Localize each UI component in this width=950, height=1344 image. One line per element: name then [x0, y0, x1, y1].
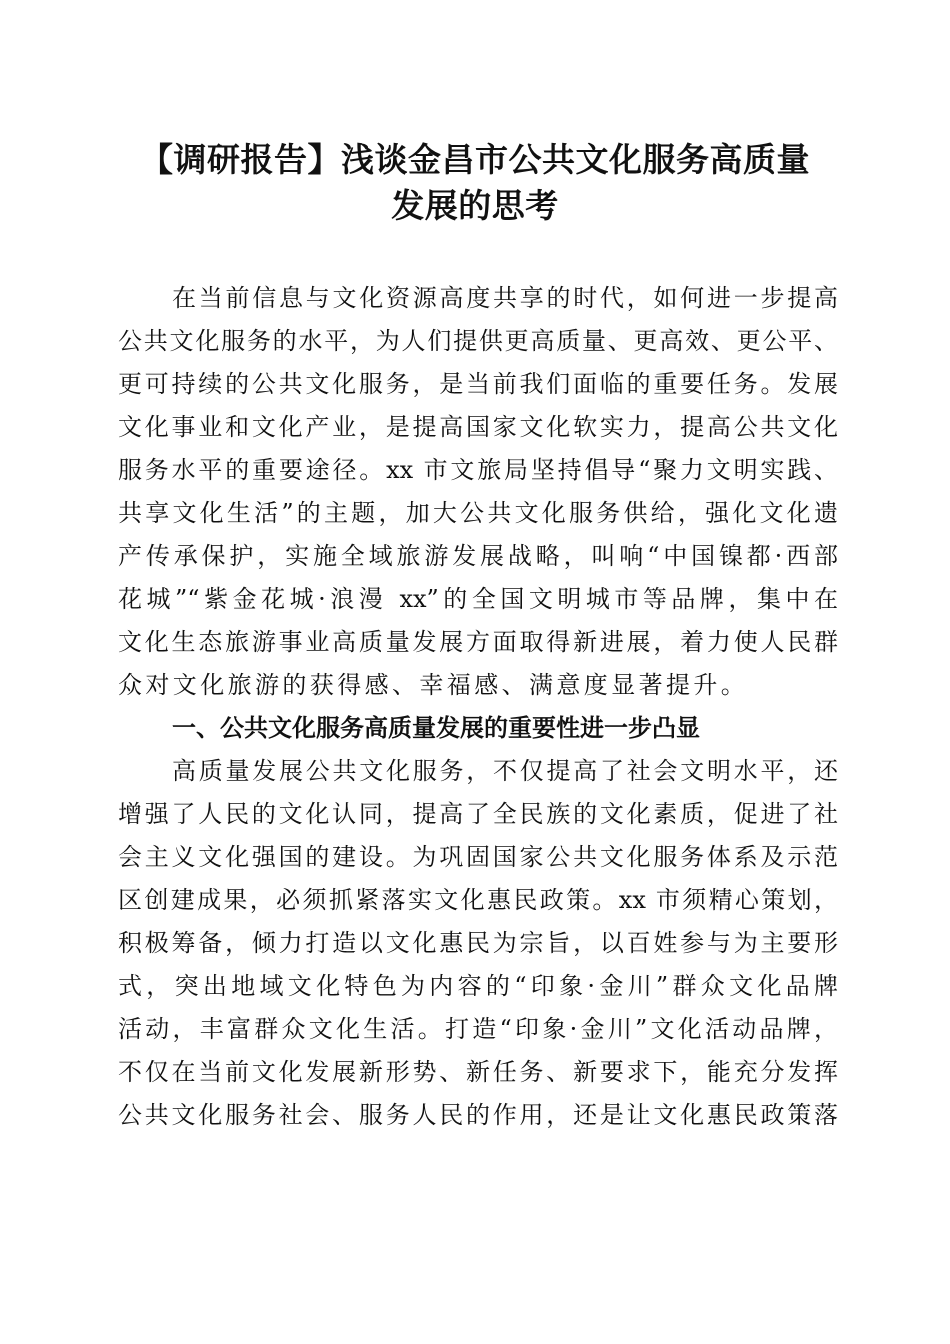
paragraph-2-line: 区创建成果，必须抓紧落实文化惠民政策。xx 市须精心策划，	[118, 886, 838, 914]
paragraph-1-line: 在当前信息与文化资源高度共享的时代，如何进一步提高	[172, 284, 838, 312]
paragraph-2-line: 会主义文化强国的建设。为巩固国家公共文化服务体系及示范	[118, 843, 838, 871]
section-heading-1: 一、公共文化服务高质量发展的重要性进一步凸显	[172, 714, 700, 742]
paragraph-1-line: 花城”“紫金花城·浪漫 xx”的全国文明城市等品牌，集中在	[118, 585, 838, 613]
paragraph-2-line: 式，突出地域文化特色为内容的“印象·金川”群众文化品牌	[118, 972, 838, 1000]
document-title-line-2: 发展的思考	[391, 186, 559, 225]
paragraph-1-line: 更可持续的公共文化服务，是当前我们面临的重要任务。发展	[118, 370, 838, 398]
paragraph-2-line: 高质量发展公共文化服务，不仅提高了社会文明水平，还	[172, 757, 838, 785]
paragraph-1-line: 众对文化旅游的获得感、幸福感、满意度显著提升。	[118, 671, 749, 699]
paragraph-1-line: 产传承保护，实施全域旅游发展战略，叫响“中国镍都·西部	[118, 542, 838, 570]
paragraph-2-line: 活动，丰富群众文化生活。打造“印象·金川”文化活动品牌，	[118, 1015, 838, 1043]
paragraph-2-line: 不仅在当前文化发展新形势、新任务、新要求下，能充分发挥	[118, 1058, 838, 1086]
paragraph-1-line: 共享文化生活”的主题，加大公共文化服务供给，强化文化遗	[118, 499, 838, 527]
paragraph-2-line: 公共文化服务社会、服务人民的作用，还是让文化惠民政策落	[118, 1101, 838, 1129]
paragraph-1-line: 服务水平的重要途径。xx 市文旅局坚持倡导“聚力文明实践、	[118, 456, 838, 484]
paragraph-1-line: 文化生态旅游事业高质量发展方面取得新进展，着力使人民群	[118, 628, 838, 656]
paragraph-2-line: 积极筹备，倾力打造以文化惠民为宗旨，以百姓参与为主要形	[118, 929, 838, 957]
paragraph-1-line: 公共文化服务的水平，为人们提供更高质量、更高效、更公平、	[118, 327, 838, 355]
paragraph-2-line: 增强了人民的文化认同，提高了全民族的文化素质，促进了社	[118, 800, 838, 828]
document-title-line-1: 【调研报告】浅谈金昌市公共文化服务高质量	[140, 140, 810, 179]
paragraph-1-line: 文化事业和文化产业，是提高国家文化软实力，提高公共文化	[118, 413, 838, 441]
